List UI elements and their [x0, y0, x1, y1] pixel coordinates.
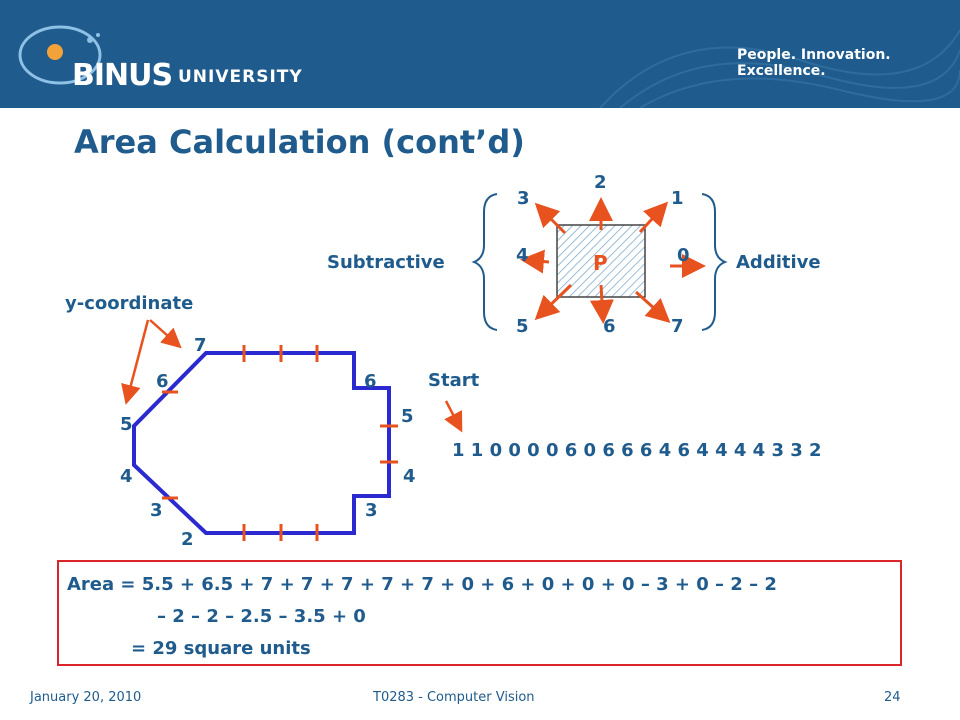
shape-label-right-5: 5	[401, 406, 414, 427]
shape-label-left-6: 6	[156, 371, 169, 392]
direction-label-7: 7	[671, 316, 684, 337]
slide-title: Area Calculation (cont’d)	[74, 123, 525, 161]
footer-page-number: 24	[884, 690, 901, 705]
direction-label-0: 0	[677, 245, 690, 266]
arrow-dir-5	[539, 285, 571, 316]
direction-label-2: 2	[594, 172, 607, 193]
start-label: Start	[428, 370, 480, 391]
arrow-dir-6	[601, 285, 603, 318]
shape-label-right-6: 6	[364, 371, 377, 392]
arrow-dir-4	[526, 260, 549, 262]
area-formula-line-1: Area = 5.5 + 6.5 + 7 + 7 + 7 + 7 + 7 + 0 + 6 + 0 + 0 + 0 – 3 + 0 – 2 – 2	[67, 574, 777, 595]
logo-wordmark: BINUS	[72, 58, 173, 93]
contour-shape	[134, 353, 389, 533]
shape-label-7: 7	[194, 335, 207, 356]
shape-label-right-3: 3	[365, 500, 378, 521]
direction-label-5: 5	[516, 316, 529, 337]
y-coordinate-arrow-a	[150, 320, 178, 345]
footer-course: T0283 - Computer Vision	[373, 690, 535, 705]
right-brace	[702, 194, 725, 330]
shape-label-right-4: 4	[403, 466, 416, 487]
y-coordinate-arrow-b	[127, 320, 148, 400]
footer-date: January 20, 2010	[30, 690, 142, 705]
shape-label-left-4: 4	[120, 466, 133, 487]
center-label-p: P	[593, 251, 608, 275]
shape-label-2: 2	[181, 529, 194, 550]
area-formula-box	[57, 560, 902, 666]
arrow-dir-1	[640, 206, 664, 232]
left-brace	[474, 194, 497, 330]
direction-label-4: 4	[516, 245, 529, 266]
arrow-dir-7	[636, 292, 666, 319]
additive-label: Additive	[736, 252, 821, 273]
area-formula-result: = 29 square units	[131, 638, 311, 659]
direction-label-3: 3	[517, 188, 530, 209]
logo-subtext: UNIVERSITY	[178, 67, 303, 87]
y-coordinate-label: y-coordinate	[65, 293, 194, 314]
shape-label-left-3: 3	[150, 500, 163, 521]
arrow-dir-3	[539, 207, 565, 233]
area-formula-line-2: – 2 – 2 – 2.5 – 3.5 + 0	[157, 606, 366, 627]
start-arrow	[446, 401, 460, 428]
subtractive-label: Subtractive	[327, 252, 445, 273]
boundary-tick-marks	[162, 345, 398, 541]
direction-label-1: 1	[671, 188, 684, 209]
shape-label-left-5: 5	[120, 414, 133, 435]
direction-label-6: 6	[603, 316, 616, 337]
chain-code-sequence: 1 1 0 0 0 0 6 0 6 6 6 4 6 4 4 4 4 3 3 2	[452, 440, 822, 461]
tagline: People. Innovation. Excellence.	[737, 47, 891, 79]
